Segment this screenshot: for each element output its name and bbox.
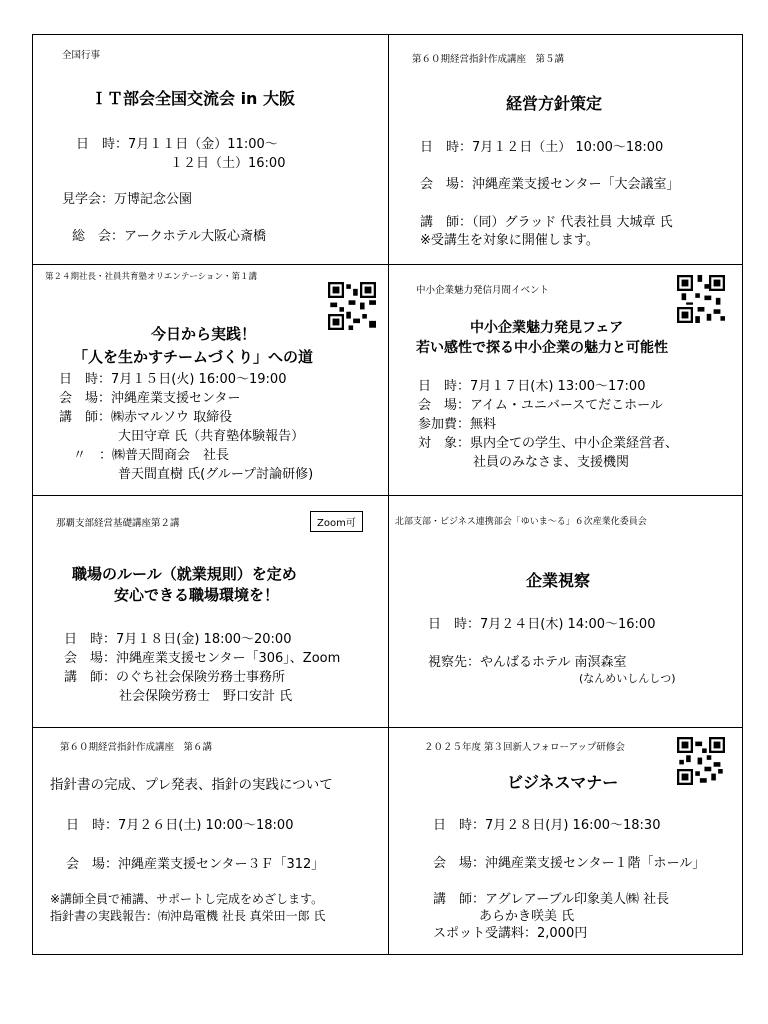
event-venue: 会 場：沖縄産業支援センター３Ｆ「312」 xyxy=(66,857,325,872)
event-grid xyxy=(32,34,743,955)
event-title: 今日から実践！ xyxy=(151,325,257,343)
event-title: 企業視察 xyxy=(526,571,591,590)
event-venue: 会 場：沖縄産業支援センター１階「ホール」 xyxy=(433,856,706,871)
event-cell-policy-completion xyxy=(33,728,389,954)
event-cell-work-rules xyxy=(33,496,389,728)
qr-code-icon xyxy=(677,275,725,323)
event-tag: 第６０期経営指針作成講座 第６講 xyxy=(60,742,213,753)
event-lecturer-2: 〃 ：㈱普天間商会 社長 xyxy=(73,448,230,463)
event-lecturer: 講 師：のぐち社会保険労務士事務所 xyxy=(64,670,286,685)
event-lecturer-2: 社会保険労務士 野口安計 氏 xyxy=(119,689,293,704)
qr-code-icon xyxy=(677,737,725,785)
event-cell-management-policy xyxy=(389,35,742,265)
event-date-2: １２日（土）16:00 xyxy=(170,156,286,171)
event-venue: 会 場：アイム・ユニバースてだこホール xyxy=(418,398,663,413)
event-venue: 会 場：沖縄産業支援センター「大会議室」 xyxy=(420,177,680,192)
event-tag: 第６０期経営指針作成講座 第５講 xyxy=(412,54,565,65)
event-date: 日 時：7月１５日(火) 16:00～19:00 xyxy=(59,372,287,387)
event-tag: 第２４期社長・社員共育塾オリエンテーション・第１講 xyxy=(45,272,257,282)
event-cell-team-building xyxy=(33,265,389,496)
event-visit: 見学会：万博記念公園 xyxy=(62,192,193,207)
event-date: 日 時：7月１２日（土） 10:00～18:00 xyxy=(420,140,664,155)
event-cell-it-conference xyxy=(33,35,389,265)
event-report: 指針書の実践報告：㈲沖島電機 社長 真栄田一郎 氏 xyxy=(50,909,326,923)
event-venue: 総 会：アークホテル大阪心斎橋 xyxy=(72,229,266,244)
event-date: 日 時：7月２４日(木) 14:00～16:00 xyxy=(428,617,656,632)
event-lecturer: 講 師：アグレアーブル印象美人㈱ 社長 xyxy=(433,892,670,907)
event-subtitle: 「人を生かすチームづくり」への道 xyxy=(73,348,314,366)
event-target: 対 象：県内全ての学生、中小企業経営者、 xyxy=(418,436,679,451)
event-title: 指針書の完成、プレ発表、指針の実践について xyxy=(50,777,333,793)
qr-code-icon xyxy=(328,282,376,330)
zoom-badge: Zoom可 xyxy=(310,511,363,532)
event-tag: 全国行事 xyxy=(62,50,101,61)
event-target-2: 社員のみなさま、支援機関 xyxy=(473,455,630,470)
event-note: ※受講生を対象に開催します。 xyxy=(420,233,599,248)
event-note: ※講師全員で補講、サポートし完成をめざします。 xyxy=(50,892,324,906)
event-date: 日 時：7月１７日(木) 13:00～17:00 xyxy=(418,379,646,394)
event-subtitle: 若い感性で探る中小企業の魅力と可能性 xyxy=(416,340,668,356)
event-lecturer-name: あらかき咲美 氏 xyxy=(479,909,575,924)
event-title: ＩＴ部会全国交流会 in 大阪 xyxy=(91,89,296,108)
event-date: 日 時：7月１８日(金) 18:00～20:00 xyxy=(64,632,292,647)
event-tag: 北部支部・ビジネス連携部会「ゆいま～る」６次産業化委員会 xyxy=(395,517,647,527)
event-visit: 視察先：やんばるホテル 南溟森室 xyxy=(428,655,627,670)
event-visit-reading: (なんめいしんしつ) xyxy=(579,672,676,685)
event-subtitle: 安心できる職場環境を！ xyxy=(114,586,280,604)
event-date: 日 時：7月２６日(土) 10:00～18:00 xyxy=(66,818,294,833)
event-tag: 那覇支部経営基礎講座第２講 xyxy=(56,518,180,529)
event-title: 職場のルール（就業規則）を定め xyxy=(72,565,297,583)
event-tag: ２０２５年度 第３回新人フォローアップ研修会 xyxy=(424,742,625,753)
event-date: 日 時：7月１１日（金）11:00～ xyxy=(76,137,278,152)
event-date: 日 時：7月２８日(月) 16:00～18:30 xyxy=(433,818,661,833)
event-fee: 参加費：無料 xyxy=(418,417,497,432)
event-tag: 中小企業魅力発信月間イベント xyxy=(416,285,550,296)
event-title: ビジネスマナー xyxy=(507,773,619,792)
event-lecturer: 講 師：（同）グラッド 代表社員 大城章 氏 xyxy=(420,215,673,230)
event-venue: 会 場：沖縄産業支援センター「306」、Zoom xyxy=(64,651,341,666)
event-lecturer: 講 師：㈱赤マルソウ 取締役 xyxy=(59,410,233,425)
event-fee: スポット受講料：2,000円 xyxy=(433,926,588,941)
event-lecturer-detail: 大田守章 氏（共育塾体験報告） xyxy=(118,429,305,444)
event-venue: 会 場：沖縄産業支援センター xyxy=(59,391,241,406)
event-title: 中小企業魅力発見フェア xyxy=(470,320,624,336)
event-cell-sme-fair xyxy=(389,265,742,496)
event-lecturer-2-detail: 普天間直樹 氏(グループ討論研修) xyxy=(118,467,314,482)
event-title: 経営方針策定 xyxy=(506,94,603,113)
event-cell-company-tour xyxy=(389,496,742,728)
event-cell-business-manners xyxy=(389,728,742,954)
